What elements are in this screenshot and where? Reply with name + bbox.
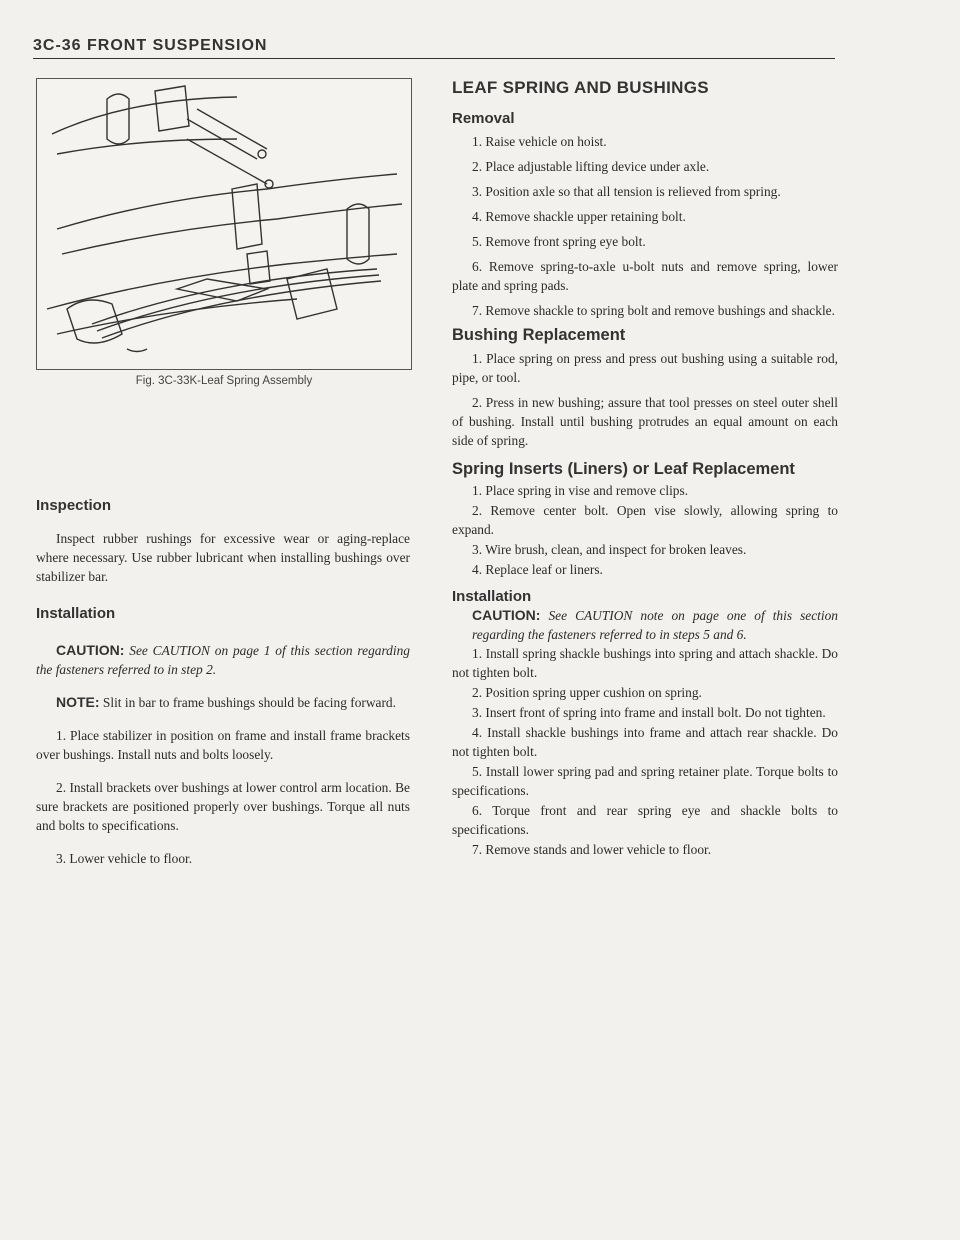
inspection-body: Inspect rubber rushings for excessive wear or aging-replace where necessary. Use rubber lubricant when installing bushings over stabilizer bar. <box>36 531 410 584</box>
spring-install-step: 5. Install lower spring pad and spring retainer plate. Torque bolts to specifications. <box>452 764 838 798</box>
inserts-steps <box>452 481 838 579</box>
note-paragraph <box>36 693 410 712</box>
spring-install-step: 3. Insert front of spring into frame and install bolt. Do not tighten. <box>472 705 826 720</box>
note-text: Slit in bar to frame bushings should be facing forward. <box>102 695 396 710</box>
inserts-step: 1. Place spring in vise and remove clips. <box>472 483 689 498</box>
removal-step: 4. Remove shackle upper retaining bolt. <box>472 209 686 224</box>
spring-install-step: 7. Remove stands and lower vehicle to floor. <box>472 842 712 857</box>
caution-text: See CAUTION on page 1 of this section regarding the fasteners referred to in step 2. <box>36 643 410 677</box>
spring-installation-heading: Installation <box>452 588 532 605</box>
removal-step: 5. Remove front spring eye bolt. <box>472 234 646 249</box>
page-header <box>33 36 835 59</box>
caution-paragraph <box>36 641 410 679</box>
inserts-step: 4. Replace leaf or liners. <box>472 562 603 577</box>
spring-install-step: 2. Position spring upper cushion on spring. <box>472 685 702 700</box>
leaf-spring-section <box>452 78 838 860</box>
install-step: 3. Lower vehicle to floor. <box>56 851 193 866</box>
inserts-step: 3. Wire brush, clean, and inspect for broken leaves. <box>472 542 747 557</box>
bushing-step: 2. Press in new bushing; assure that tool presses on steel outer shell of bushing. Install until bushing protrudes an equal amount on each side of spring. <box>452 395 838 448</box>
install-step: 1. Place stabilizer in position on frame and install frame brackets over bushings. Install nuts and bolts loosely. <box>36 728 410 762</box>
stabilizer-installation-section <box>36 604 410 868</box>
inserts-step: 2. Remove center bolt. Open vise slowly, allowing spring to expand. <box>452 503 838 537</box>
removal-step: 2. Place adjustable lifting device under axle. <box>472 159 710 174</box>
bushing-steps <box>452 349 838 450</box>
removal-heading: Removal <box>452 110 515 127</box>
installation-heading: Installation <box>36 605 116 622</box>
page-header-title: 3C-36 FRONT SUSPENSION <box>33 37 268 54</box>
note-label: NOTE: <box>56 694 100 710</box>
inspection-heading: Inspection <box>36 497 112 514</box>
removal-step: 3. Position axle so that all tension is relieved from spring. <box>472 184 781 199</box>
inserts-heading: Spring Inserts (Liners) or Leaf Replacement <box>452 460 795 478</box>
spring-install-step: 6. Torque front and rear spring eye and shackle bolts to specifications. <box>452 803 838 837</box>
spring-install-steps <box>452 644 838 859</box>
removal-step: 1. Raise vehicle on hoist. <box>472 134 607 149</box>
removal-step: 7. Remove shackle to spring bolt and remove bushings and shackle. <box>472 303 835 318</box>
section-title: LEAF SPRING AND BUSHINGS <box>452 78 709 97</box>
spring-install-step: 4. Install shackle bushings into frame and attach rear shackle. Do not tighten bolt. <box>452 725 838 759</box>
caution-label: CAUTION: <box>56 642 125 658</box>
removal-steps <box>452 132 838 320</box>
leaf-spring-figure <box>36 78 412 370</box>
removal-step: 6. Remove spring-to-axle u-bolt nuts and remove spring, lower plate and spring pads. <box>452 259 838 293</box>
inspection-section <box>36 496 410 586</box>
spring-caution-label: CAUTION: <box>472 607 541 623</box>
bushing-heading: Bushing Replacement <box>452 326 626 344</box>
figure-caption: Fig. 3C-33K-Leaf Spring Assembly <box>135 375 313 387</box>
spring-caution-paragraph <box>452 606 838 644</box>
install-step: 2. Install brackets over bushings at lower control arm location. Be sure brackets are positioned properly over bushings. Torque all nuts and bolts to specifications. <box>36 780 410 833</box>
spring-install-step: 1. Install spring shackle bushings into spring and attach shackle. Do not tighten bolt. <box>452 646 838 680</box>
leaf-spring-illustration <box>37 79 411 369</box>
spring-caution-text: See CAUTION note on page one of this section regarding the fasteners referred to in steps 5 and 6. <box>472 608 838 642</box>
bushing-step: 1. Place spring on press and press out bushing using a suitable rod, pipe, or tool. <box>452 351 838 385</box>
